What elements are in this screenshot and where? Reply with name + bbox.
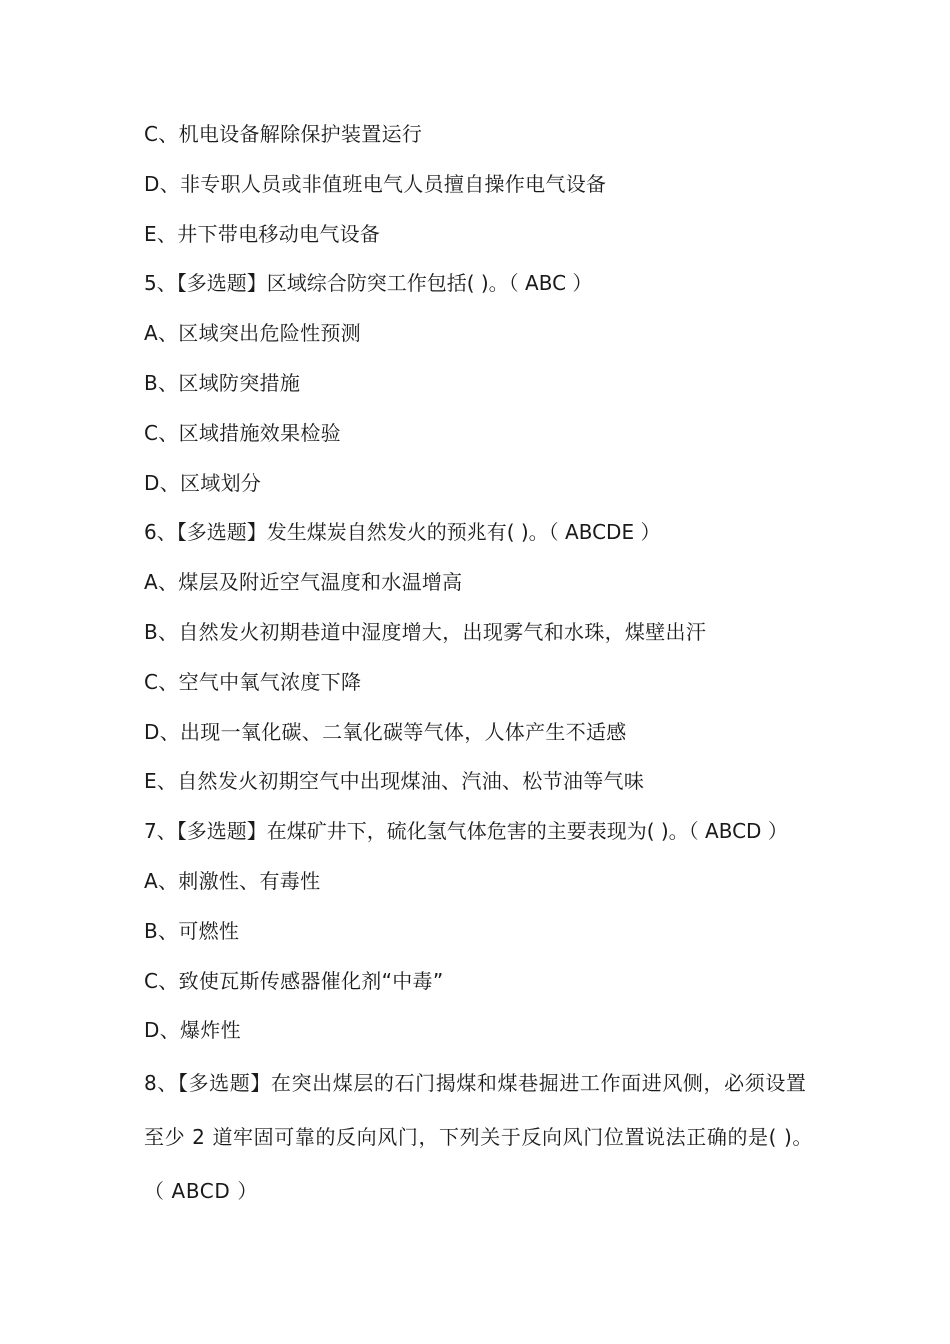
question-6-stem: 6、【多选题】发生煤炭自然发火的预兆有( )。（ ABCDE ）: [144, 520, 661, 545]
option-line: A、区域突出危险性预测: [144, 321, 361, 346]
option-line: E、井下带电移动电气设备: [144, 221, 381, 246]
option-line: A、刺激性、有毒性: [144, 868, 321, 893]
option-line: D、非专职人员或非值班电气人员擅自操作电气设备: [144, 171, 607, 196]
option-line: C、致使瓦斯传感器催化剂“中毒”: [144, 968, 444, 993]
option-line: D、区域划分: [144, 470, 262, 495]
option-line: D、出现一氧化碳、二氧化碳等气体，人体产生不适感: [144, 719, 627, 744]
option-line: A、煤层及附近空气温度和水温增高: [144, 570, 463, 595]
question-5-stem: 5、【多选题】区域综合防突工作包括( )。（ ABC ）: [144, 271, 593, 296]
question-8-stem: 8、【多选题】在突出煤层的石门揭煤和煤巷掘进工作面进风侧，必须设置至少 2 道牢固可靠的反向风门，下列关于反向风门位置说法正确的是( )。（ ABCD ）: [144, 1071, 814, 1204]
option-line: C、空气中氧气浓度下降: [144, 669, 362, 694]
question-content: [144, 110, 824, 1218]
option-line: C、区域措施效果检验: [144, 420, 341, 445]
option-line: C、机电设备解除保护装置运行: [144, 122, 423, 146]
question-7-stem: 7、【多选题】在煤矿井下，硫化氢气体危害的主要表现为( )。（ ABCD ）: [144, 819, 788, 844]
option-line: E、自然发火初期空气中出现煤油、汽油、松节油等气味: [144, 769, 645, 794]
option-line: B、可燃性: [144, 918, 240, 943]
option-line: B、自然发火初期巷道中湿度增大，出现雾气和水珠，煤壁出汗: [144, 619, 707, 644]
option-line: B、区域防突措施: [144, 370, 301, 395]
option-line: D、爆炸性: [144, 1018, 241, 1043]
